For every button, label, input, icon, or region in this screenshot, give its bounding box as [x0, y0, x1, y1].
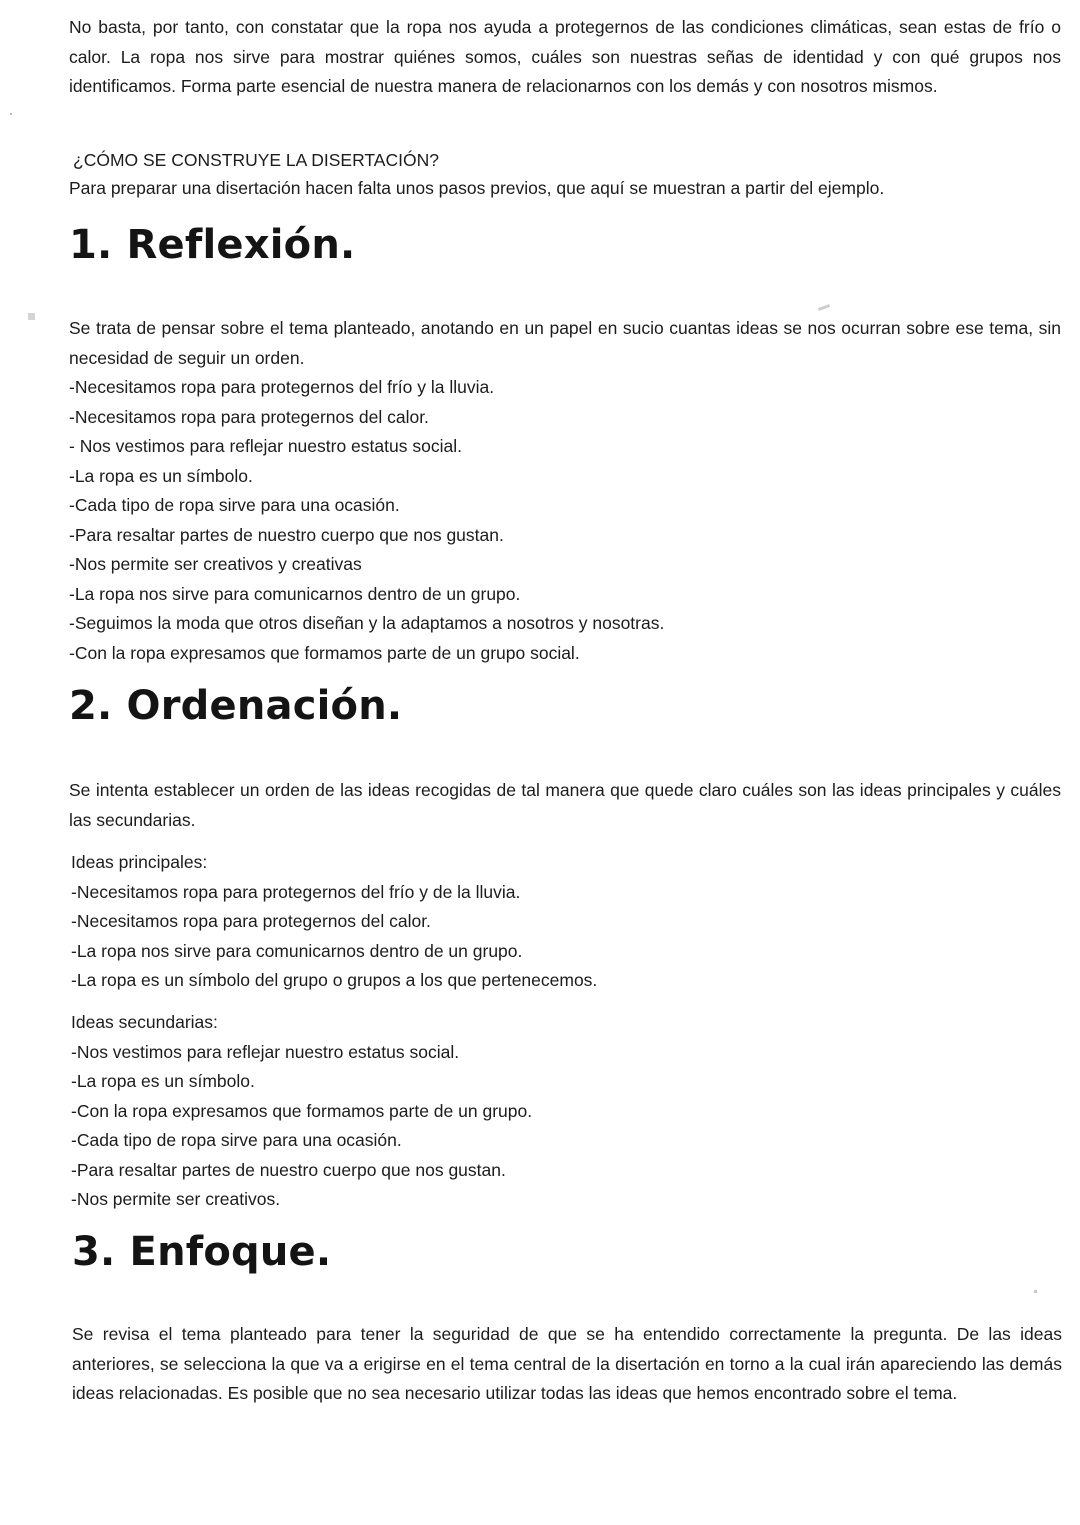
list-item: -Cada tipo de ropa sirve para una ocasión.: [71, 1130, 402, 1150]
section-heading-ordenacion: 2. Ordenación.: [69, 683, 403, 729]
section-heading-reflexion: 1. Reflexión.: [69, 222, 356, 268]
list-item: -La ropa es un símbolo.: [71, 1071, 255, 1091]
scan-speck: [818, 304, 830, 311]
idea-group-principales: [71, 848, 1063, 996]
list-item: -Con la ropa expresamos que formamos parte de un grupo social.: [69, 642, 580, 663]
list-item: -La ropa nos sirve para comunicarnos dentro de un grupo.: [69, 583, 521, 604]
list-item: -Seguimos la moda que otros diseñan y la adaptamos a nosotros y nosotras.: [69, 613, 665, 633]
list-item: -Nos vestimos para reflejar nuestro estatus social.: [71, 1041, 460, 1062]
list-item: -Cada tipo de ropa sirve para una ocasión.: [69, 495, 400, 515]
intro-paragraph: No basta, por tanto, con constatar que la ropa nos ayuda a protegernos de las condiciones climáticas, sean estas de frío o calor. La ropa nos sirve para mostrar quiénes somos, cuáles son nuestras señas de identidad y con qué grupos nos identificamos. Forma parte esencial de nuestra manera de relacionarnos con los demás y con nosotros mismos.: [69, 17, 1061, 96]
list-item: -Necesitamos ropa para protegernos del calor.: [69, 406, 429, 427]
idea-group-secundarias: [71, 1008, 1063, 1215]
list-item: -La ropa es un símbolo del grupo o grupos a los que pertenecemos.: [71, 970, 598, 990]
list-item: -Necesitamos ropa para protegernos del frío y la lluvia.: [69, 377, 495, 397]
section-heading-enfoque: 3. Enfoque.: [72, 1229, 332, 1275]
list-item: -Nos permite ser creativos.: [71, 1189, 281, 1209]
group-title: Ideas secundarias:: [71, 1012, 218, 1032]
section-description-reflexion: Se trata de pensar sobre el tema planteado, anotando en un papel en sucio cuantas ideas se nos ocurran sobre ese tema, sin necesidad de seguir un orden.: [69, 318, 1061, 368]
list-item: -Para resaltar partes de nuestro cuerpo que nos gustan.: [69, 524, 504, 545]
list-item: - Nos vestimos para reflejar nuestro estatus social.: [69, 436, 462, 456]
intro-lead: Para preparar una disertación hacen falta unos pasos previos, que aquí se muestran a partir del ejemplo.: [69, 178, 885, 198]
idea-list-reflexion: [69, 373, 1061, 668]
section-description-enfoque: Se revisa el tema planteado para tener la seguridad de que se ha entendido correctamente la pregunta. De las ideas anteriores, se selecciona la que va a erigirse en el tema central de la disertación en torno a la cual irán apareciendo las demás ideas relacionadas. Es posible que no sea necesario utilizar todas las ideas que hemos encontrado sobre el tema.: [72, 1324, 1062, 1403]
scan-speck: [28, 313, 35, 320]
list-item: -Necesitamos ropa para protegernos del frío y de la lluvia.: [71, 881, 521, 902]
list-item: -La ropa es un símbolo.: [69, 465, 253, 486]
scan-speck: [10, 113, 12, 115]
list-item: -Necesitamos ropa para protegernos del calor.: [71, 911, 431, 931]
list-item: -Para resaltar partes de nuestro cuerpo que nos gustan.: [71, 1159, 506, 1180]
list-item: -Con la ropa expresamos que formamos parte de un grupo.: [71, 1100, 533, 1121]
list-item: -Nos permite ser creativos y creativas: [69, 554, 362, 574]
group-title: Ideas principales:: [71, 852, 208, 872]
list-item: -La ropa nos sirve para comunicarnos dentro de un grupo.: [71, 940, 523, 961]
intro-question: ¿CÓMO SE CONSTRUYE LA DISERTACIÓN?: [73, 150, 439, 170]
section-description-ordenacion: Se intenta establecer un orden de las ideas recogidas de tal manera que quede claro cuáles son las ideas principales y cuáles las secundarias.: [69, 780, 1061, 830]
scan-speck: [1034, 1290, 1037, 1293]
